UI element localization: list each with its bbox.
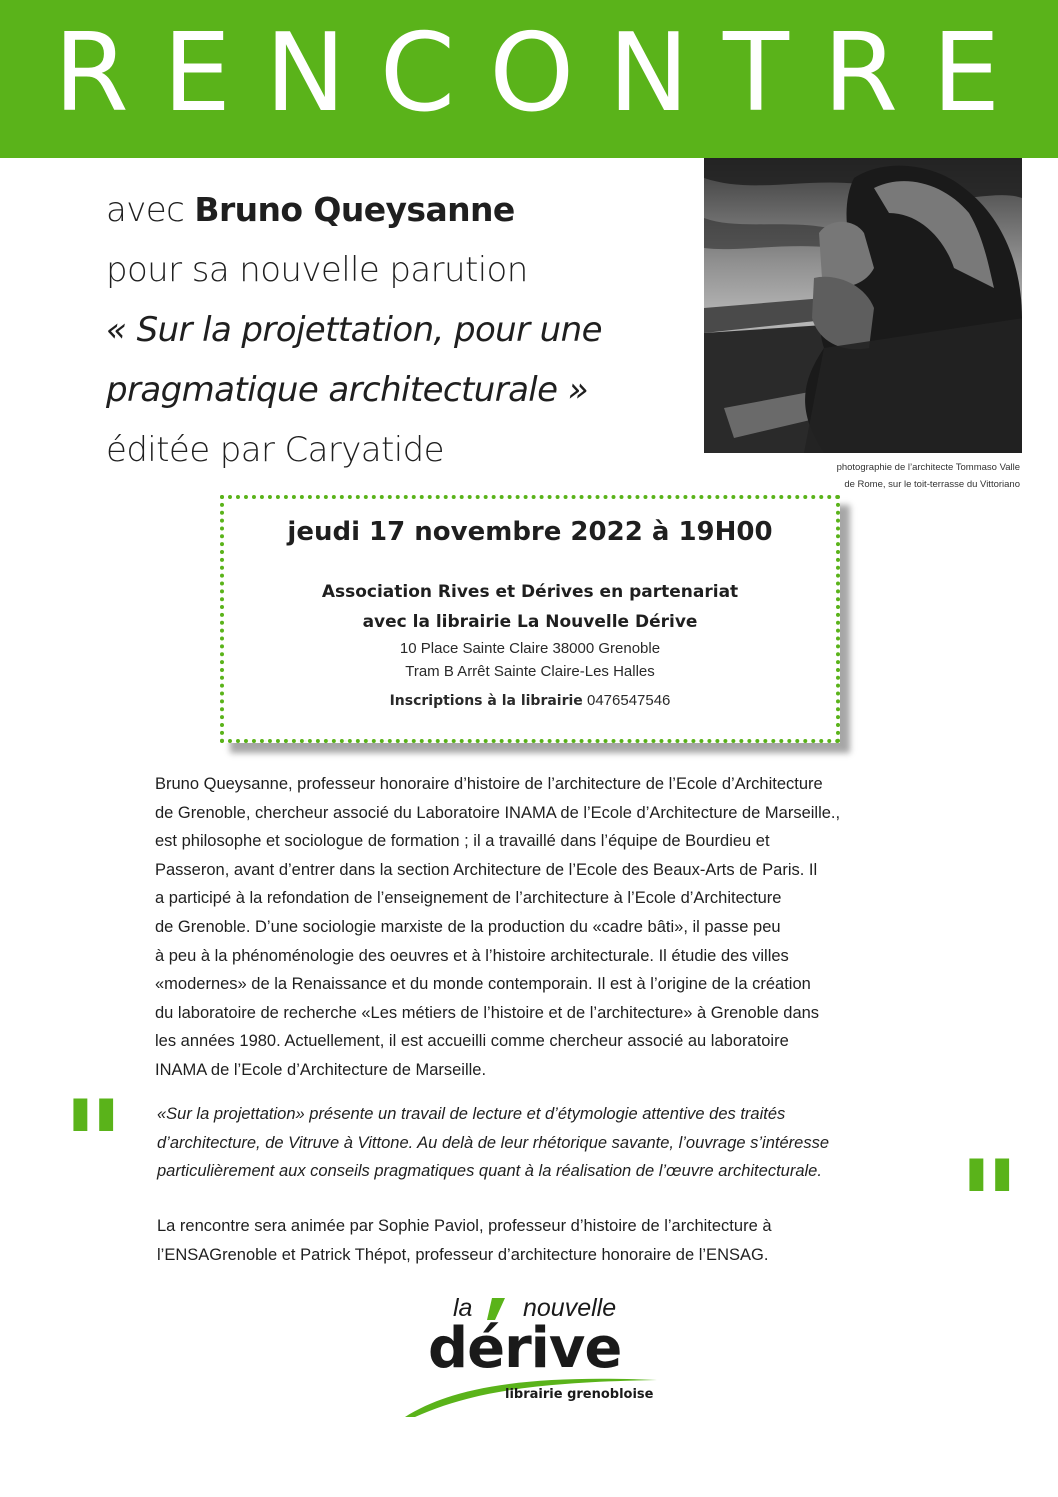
- photo-caption: [700, 459, 1020, 493]
- bio-line: Passeron, avant d’entrer dans la section Architecture de l’Ecole des Beaux-Arts de Paris. Il: [155, 860, 818, 879]
- event-date: jeudi 17 novembre 2022 à 19H00: [287, 517, 773, 547]
- bio-line: les années 1980. Actuellement, il est accueilli comme chercheur associé au laboratoire: [155, 1032, 789, 1051]
- moderators-paragraph: [157, 1212, 947, 1269]
- bio-line: de Grenoble. D’une sociologie marxiste de la production du «cadre bâti», il passe peu: [155, 917, 781, 936]
- book-title-line-1: « Sur la projettation, pour une: [106, 310, 602, 350]
- bio-line: Bruno Queysanne, professeur honoraire d’histoire de l’architecture de l’Ecole d’Architecture: [155, 775, 823, 793]
- address-line-1: 10 Place Sainte Claire 38000 Grenoble: [399, 640, 661, 657]
- caption-line-1: photographie de l’architecte Tommaso Valle: [836, 462, 1020, 473]
- quote-line: «Sur la projettation» présente un travail de lecture et d’étymologie attentive des traités: [157, 1105, 786, 1123]
- bio-line: de Grenoble, chercheur associé du Laboratoire INAMA de l’Ecole d’Architecture de Marseille.,: [155, 803, 841, 822]
- organizer-line-2: avec la librairie La Nouvelle Dérive: [362, 612, 698, 632]
- intro-line-2: pour sa nouvelle parution: [106, 250, 528, 290]
- open-quote-icon: ": [62, 1074, 125, 1215]
- logo-la: la: [453, 1294, 473, 1322]
- author-photo-illustration: [704, 158, 1022, 453]
- closing-line: La rencontre sera animée par Sophie Paviol, professeur d’histoire de l’architecture à: [157, 1217, 772, 1235]
- book-description-quote: [157, 1100, 947, 1186]
- event-address: [224, 637, 836, 683]
- quote-line: particulièrement aux conseils pragmatiques quant à la réalisation de l’œuvre architecturale.: [157, 1162, 822, 1180]
- author-biography: [155, 770, 925, 1085]
- banner-title: RENCONTRE: [53, 11, 1035, 136]
- logo-nouvelle: nouvelle: [523, 1294, 617, 1322]
- intro-line-author: [106, 180, 696, 240]
- author-name: Bruno Queysanne: [194, 190, 515, 229]
- publisher-line: éditée par Caryatide: [106, 430, 444, 470]
- bio-line: à peu à la phénoménologie des oeuvres et à l’histoire architecturale. Il étudie des villes: [155, 946, 789, 965]
- book-title-line-2: pragmatique architecturale »: [106, 370, 589, 410]
- author-photo: [704, 158, 1022, 453]
- bio-line: du laboratoire de recherche «Les métiers de l’histoire et de l’architecture» à Grenoble dans: [155, 1003, 820, 1022]
- event-organizer: [224, 577, 836, 637]
- title-banner: [0, 0, 1058, 158]
- bio-line: a participé à la refondation de l’enseignement de l’architecture à l’Ecole d’Architecture: [155, 889, 782, 908]
- event-intro: [106, 180, 696, 480]
- quote-line: d’architecture, de Vitruve à Vittone. Au delà de leur rhétorique savante, l’ouvrage s’intéresse: [157, 1133, 830, 1152]
- organizer-line-1: Association Rives et Dérives en partenariat: [321, 582, 739, 602]
- caption-line-2: de Rome, sur le toit-terrasse du Vittoriano: [844, 479, 1020, 490]
- bookstore-logo: [395, 1290, 665, 1420]
- bio-line: INAMA de l’Ecole d’Architecture de Marseille.: [155, 1060, 487, 1079]
- event-details-box: [220, 495, 840, 743]
- logo-tagline: librairie grenobloise: [505, 1387, 654, 1402]
- bio-line: est philosophe et sociologue de formation ; il a travaillé dans l’équipe de Bourdieu et: [155, 832, 770, 851]
- registration-phone: 0476547546: [582, 692, 671, 709]
- address-line-2: Tram B Arrêt Sainte Claire-Les Halles: [405, 663, 655, 680]
- event-registration: [224, 692, 836, 709]
- close-quote-icon: ": [958, 1134, 1021, 1275]
- closing-line: l’ENSAGrenoble et Patrick Thépot, professeur d’architecture honoraire de l’ENSAG.: [157, 1245, 769, 1264]
- registration-label: Inscriptions à la librairie: [389, 693, 583, 709]
- logo-derive: dérive: [428, 1316, 622, 1381]
- intro-prefix: avec: [106, 190, 195, 230]
- bio-line: «modernes» de la Renaissance et du monde contemporain. Il est à l’origine de la création: [155, 975, 811, 994]
